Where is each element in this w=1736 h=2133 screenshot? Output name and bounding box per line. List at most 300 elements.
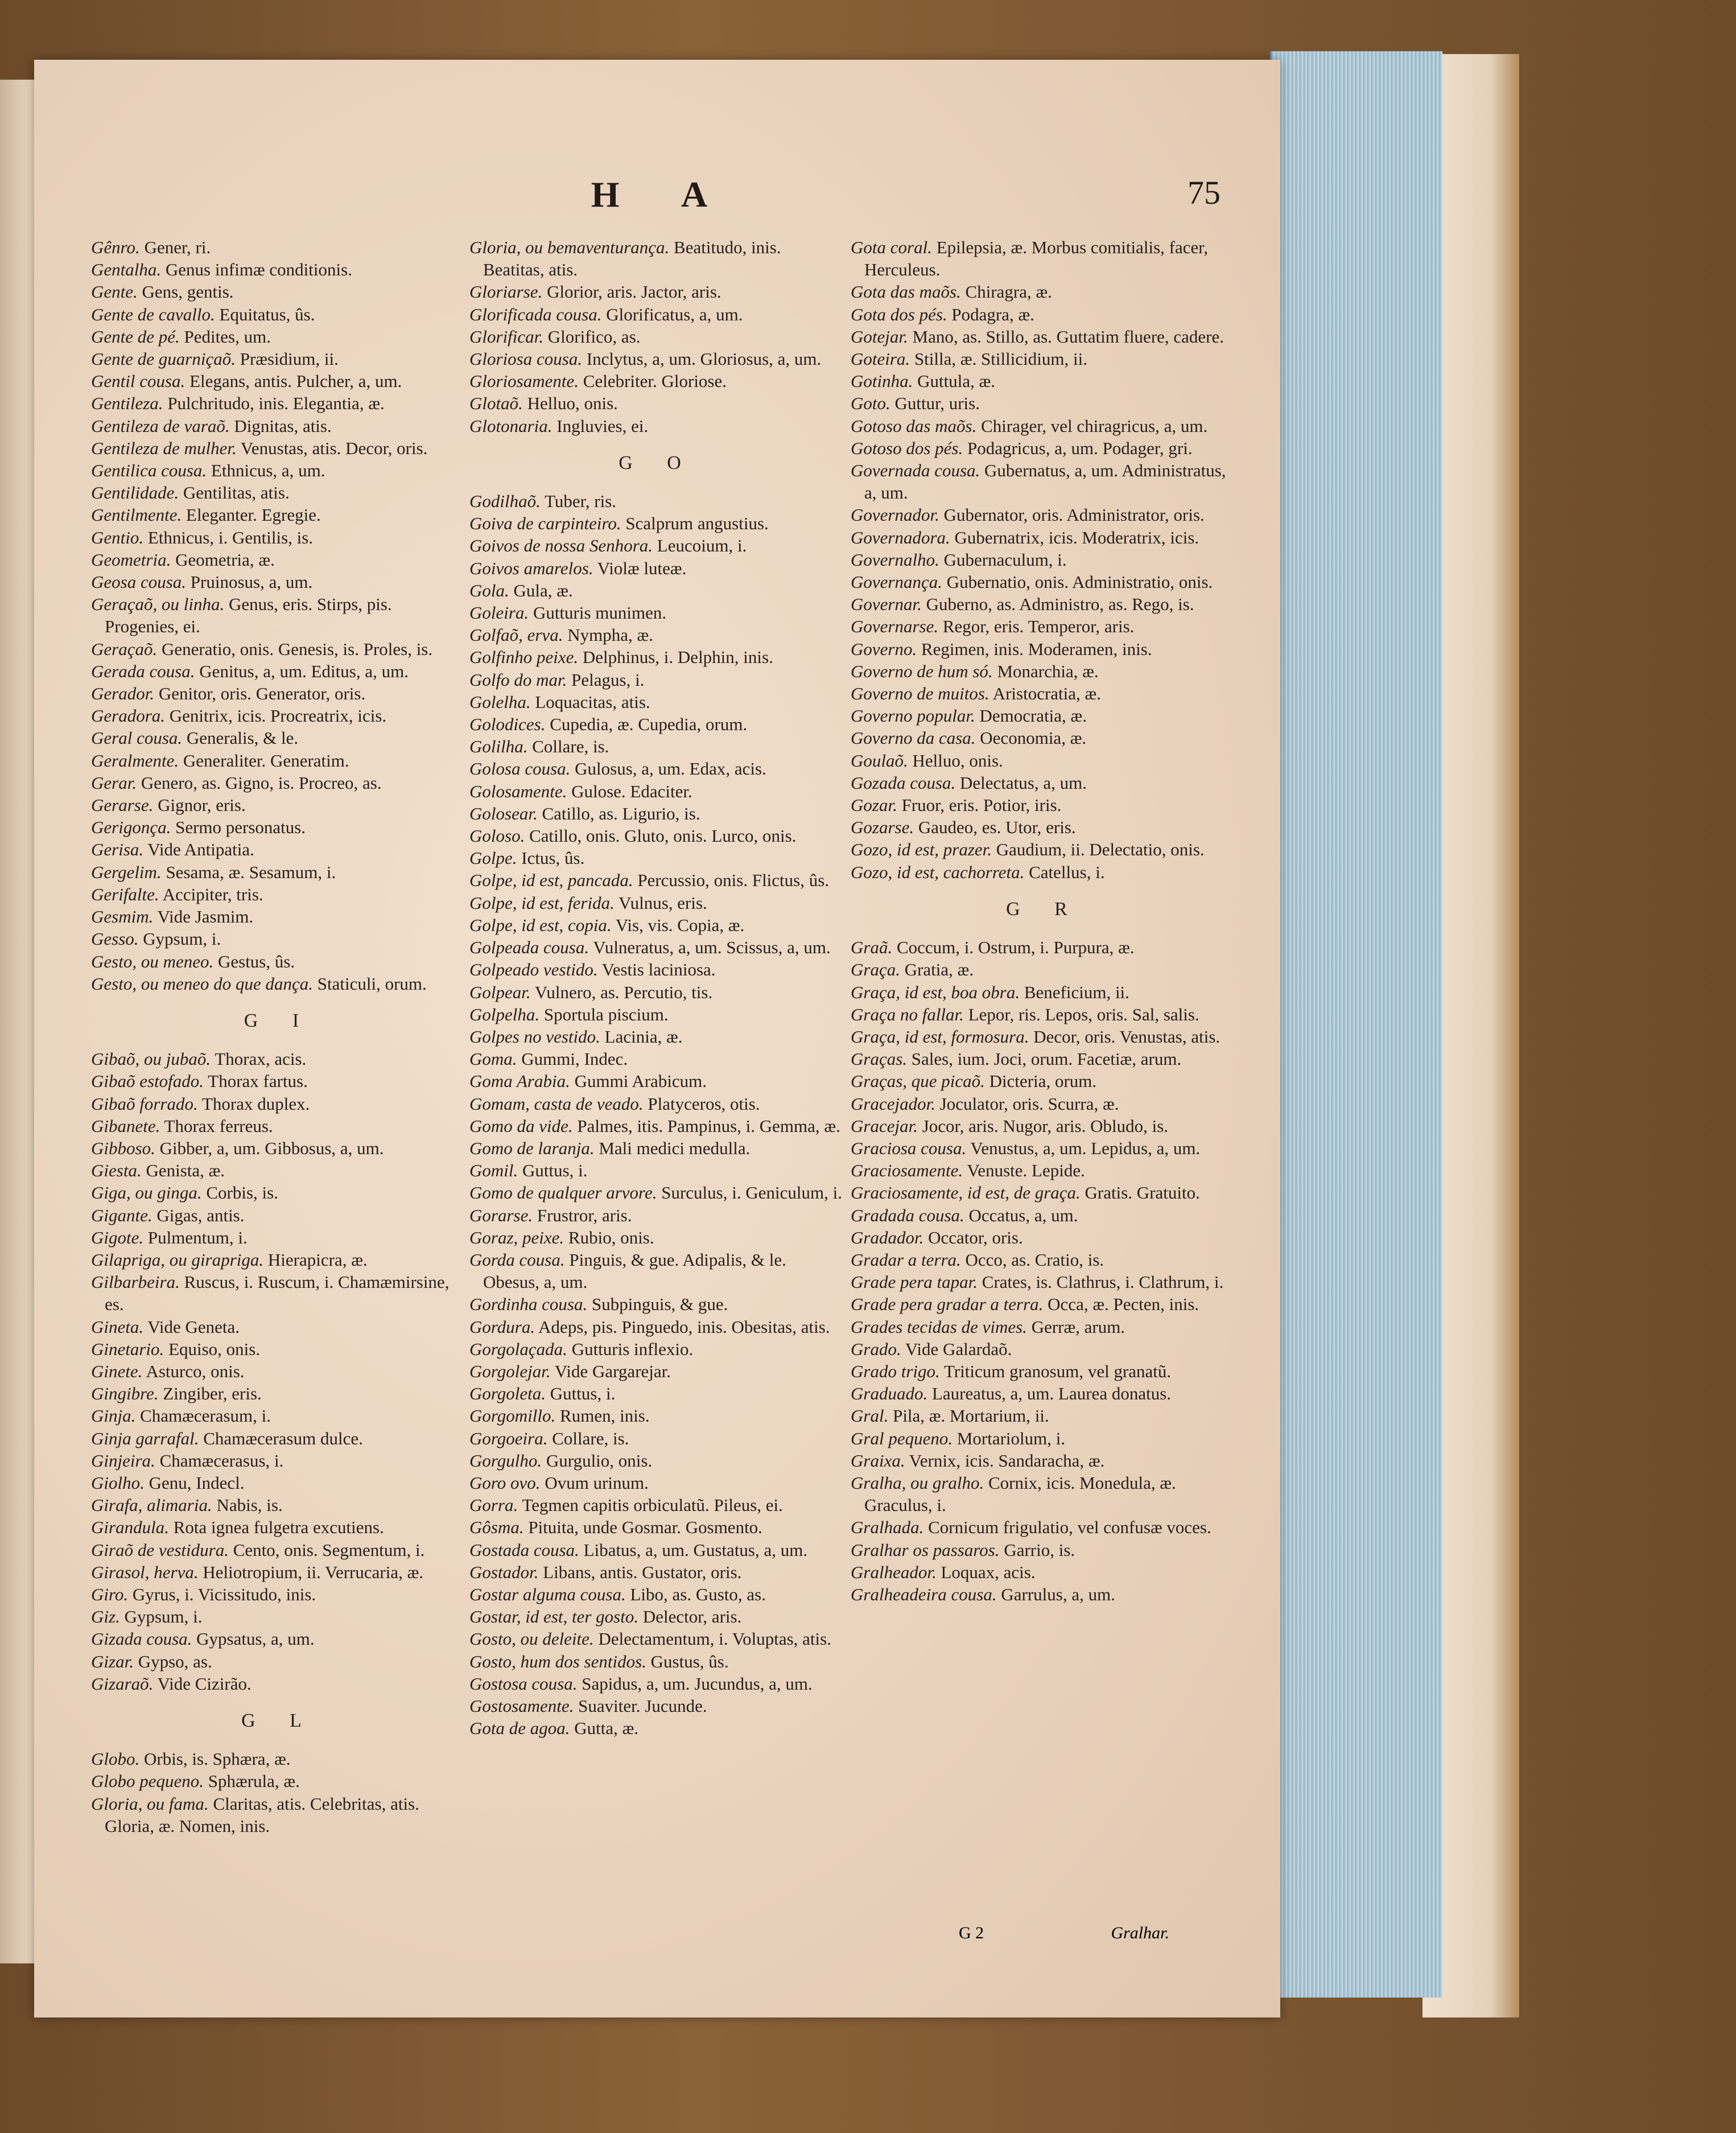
entry-definition: Sales, ium. Joci, orum. Facetiæ, arum. bbox=[911, 1049, 1182, 1069]
entry-definition: Occo, as. Cratio, is. bbox=[965, 1249, 1104, 1270]
entry-headword: Goteira. bbox=[851, 349, 910, 369]
entry-definition: Libatus, a, um. Gustatus, a, um. bbox=[583, 1539, 808, 1560]
entry-definition: Elegans, antis. Pulcher, a, um. bbox=[189, 371, 402, 392]
dictionary-entry bbox=[91, 682, 467, 705]
entry-definition: Delector, aris. bbox=[642, 1607, 742, 1627]
entry-definition: Venuste. Lepide. bbox=[967, 1160, 1085, 1181]
entry-definition: Nabis, is. bbox=[216, 1495, 283, 1516]
dictionary-entry bbox=[91, 236, 467, 258]
dictionary-entry bbox=[469, 1137, 845, 1159]
dictionary-entry bbox=[469, 281, 845, 303]
dictionary-entry bbox=[469, 490, 845, 512]
dictionary-entry bbox=[469, 1115, 845, 1137]
entry-definition: Guttus, i. bbox=[522, 1160, 588, 1181]
entry-definition: Asturco, onis. bbox=[146, 1361, 245, 1381]
entry-headword: Golpelha. bbox=[469, 1004, 540, 1024]
entry-headword: Gorarse. bbox=[469, 1205, 533, 1225]
entry-definition: Pinguis, & gue. Adipalis, & le. Obesus, a, um. bbox=[483, 1249, 786, 1292]
entry-definition: Guberno, as. Administro, as. Rego, is. bbox=[926, 594, 1194, 615]
dictionary-entry bbox=[469, 1717, 845, 1739]
entry-headword: Geraçaõ. bbox=[91, 639, 158, 659]
entry-definition: Claritas, atis. Celebritas, atis. Gloria, æ. Nomen, inis. bbox=[105, 1793, 419, 1836]
entry-definition: Helluo, onis. bbox=[912, 750, 1003, 771]
entry-definition: Vulnero, as. Percutio, tis. bbox=[534, 982, 713, 1002]
dictionary-entry bbox=[91, 750, 467, 772]
entry-definition: Gener, ri. bbox=[144, 237, 211, 257]
entry-definition: Staticuli, orum. bbox=[317, 973, 427, 994]
dictionary-entry bbox=[851, 459, 1238, 504]
entry-definition: Vide Jasmim. bbox=[157, 907, 254, 927]
dictionary-entry bbox=[469, 1026, 845, 1048]
entry-headword: Giolho. bbox=[91, 1472, 145, 1493]
dictionary-entry bbox=[469, 869, 845, 891]
entry-definition: Genero, as. Gigno, is. Procreo, as. bbox=[141, 772, 382, 793]
entry-headword: Gloriosa cousa. bbox=[469, 349, 583, 369]
entry-headword: Gerisa. bbox=[91, 839, 144, 860]
entry-definition: Ethnicus, a, um. bbox=[211, 460, 325, 481]
entry-definition: Gratia, æ. bbox=[904, 960, 974, 980]
entry-headword: Gordinha cousa. bbox=[469, 1294, 588, 1315]
entry-headword: Goma Arabia. bbox=[469, 1071, 570, 1092]
dictionary-entry bbox=[851, 1137, 1238, 1159]
entry-headword: Gralheadeira cousa. bbox=[851, 1584, 997, 1604]
entry-headword: Gota coral. bbox=[851, 237, 932, 257]
column-middle bbox=[469, 236, 845, 1739]
entry-headword: Gota dos pés. bbox=[851, 304, 947, 324]
entry-definition: Vernix, icis. Sandaracha, æ. bbox=[909, 1450, 1105, 1471]
dictionary-entry bbox=[91, 593, 467, 637]
section-heading: G R bbox=[1006, 898, 1082, 920]
dictionary-entry bbox=[469, 348, 845, 370]
dictionary-entry bbox=[91, 1450, 467, 1472]
dictionary-entry bbox=[91, 1561, 467, 1583]
entry-headword: Grado. bbox=[851, 1339, 901, 1359]
entry-headword: Gota das maõs. bbox=[851, 282, 961, 302]
dictionary-entry bbox=[91, 1226, 467, 1249]
dictionary-entry bbox=[851, 794, 1238, 816]
entry-headword: Gorgolejar. bbox=[469, 1361, 551, 1381]
entry-definition: Heliotropium, ii. Verrucaria, æ. bbox=[203, 1562, 424, 1582]
entry-definition: Catillo, as. Ligurio, is. bbox=[542, 803, 700, 823]
entry-headword: Gloriarse. bbox=[469, 282, 543, 302]
running-head: H A bbox=[591, 174, 735, 215]
entry-headword: Golfinho peixe. bbox=[469, 647, 579, 668]
dictionary-entry bbox=[469, 802, 845, 825]
entry-definition: Gratis. Gratuito. bbox=[1085, 1183, 1200, 1203]
dictionary-entry bbox=[851, 1249, 1238, 1271]
entry-headword: Gorra. bbox=[469, 1495, 518, 1516]
entry-definition: Chamæcerasum dulce. bbox=[203, 1428, 363, 1448]
entry-headword: Gentilmente. bbox=[91, 505, 182, 525]
dictionary-entry bbox=[851, 281, 1238, 303]
dictionary-entry bbox=[469, 1048, 845, 1070]
entry-headword: Gizar. bbox=[91, 1651, 134, 1671]
dictionary-entry bbox=[469, 1093, 845, 1115]
dictionary-entry bbox=[851, 660, 1238, 682]
entry-definition: Gibber, a, um. Gibbosus, a, um. bbox=[159, 1138, 384, 1158]
dictionary-entry bbox=[91, 1539, 467, 1561]
entry-definition: Loquacitas, atis. bbox=[535, 691, 650, 712]
entry-headword: Golfo do mar. bbox=[469, 669, 567, 690]
entry-definition: Suaviter. Jucunde. bbox=[578, 1696, 707, 1716]
dictionary-entry bbox=[91, 1271, 467, 1315]
entry-headword: Graça no fallar. bbox=[851, 1004, 964, 1024]
entry-definition: Monarchia, æ. bbox=[997, 661, 1099, 681]
dictionary-entry bbox=[469, 370, 845, 392]
entry-definition: Platyceros, otis. bbox=[648, 1093, 760, 1114]
entry-definition: Laureatus, a, um. Laurea donatus. bbox=[931, 1383, 1172, 1404]
entry-headword: Gostosamente. bbox=[469, 1696, 574, 1716]
entry-definition: Corbis, is. bbox=[206, 1183, 278, 1203]
dictionary-entry bbox=[851, 236, 1238, 281]
entry-headword: Gotoso das maõs. bbox=[851, 415, 977, 436]
dictionary-entry bbox=[91, 437, 467, 459]
dictionary-entry bbox=[91, 571, 467, 593]
dictionary-entry bbox=[851, 593, 1238, 615]
dictionary-entry bbox=[91, 459, 467, 481]
entry-headword: Gola. bbox=[469, 580, 509, 600]
dictionary-entry bbox=[851, 1316, 1238, 1338]
entry-headword: Gorda cousa. bbox=[469, 1249, 565, 1270]
entry-headword: Goloso. bbox=[469, 826, 525, 846]
entry-headword: Goiva de carpinteiro. bbox=[469, 513, 621, 534]
dictionary-entry bbox=[851, 1382, 1238, 1405]
entry-headword: Gostar, id est, ter gosto. bbox=[469, 1607, 639, 1627]
dictionary-entry bbox=[91, 1382, 467, 1405]
entry-definition: Gulosus, a, um. Edax, acis. bbox=[575, 759, 766, 779]
entry-definition: Genista, æ. bbox=[146, 1160, 225, 1181]
entry-definition: Pelagus, i. bbox=[571, 669, 645, 690]
entry-definition: Percussio, onis. Flictus, ûs. bbox=[637, 870, 830, 891]
dictionary-entry bbox=[469, 1561, 845, 1583]
dictionary-entry bbox=[469, 847, 845, 869]
entry-definition: Glorior, aris. Jactor, aris. bbox=[547, 282, 721, 302]
entry-headword: Golpe, id est, ferida. bbox=[469, 892, 615, 913]
page-number: 75 bbox=[1187, 174, 1220, 211]
entry-definition: Oeconomia, æ. bbox=[980, 728, 1087, 748]
entry-definition: Lacinia, æ. bbox=[604, 1026, 683, 1047]
dictionary-entry bbox=[851, 772, 1238, 794]
dictionary-entry bbox=[91, 905, 467, 928]
dictionary-entry bbox=[851, 526, 1238, 549]
dictionary-entry bbox=[469, 1181, 845, 1204]
entry-definition: Mano, as. Stillo, as. Guttatim fluere, cadere. bbox=[912, 326, 1224, 347]
entry-headword: Gentileza de mulher. bbox=[91, 438, 237, 458]
entry-headword: Ginja. bbox=[91, 1406, 136, 1426]
entry-headword: Geralmente. bbox=[91, 750, 179, 771]
entry-definition: Thorax ferreus. bbox=[164, 1115, 273, 1136]
dictionary-entry bbox=[91, 1583, 467, 1605]
dictionary-entry bbox=[469, 735, 845, 757]
entry-headword: Graças. bbox=[851, 1049, 908, 1069]
dictionary-entry bbox=[469, 914, 845, 936]
entry-definition: Aristocratia, æ. bbox=[992, 683, 1101, 704]
section-heading: G O bbox=[618, 452, 696, 473]
dictionary-entry bbox=[91, 1427, 467, 1450]
entry-definition: Mali medici medulla. bbox=[599, 1138, 751, 1158]
dictionary-entry bbox=[469, 1605, 845, 1628]
dictionary-entry bbox=[851, 615, 1238, 637]
entry-headword: Glorificar. bbox=[469, 326, 544, 347]
entry-definition: Venustus, a, um. Lepidus, a, um. bbox=[970, 1138, 1201, 1158]
entry-definition: Generatio, onis. Genesis, is. Proles, is. bbox=[161, 639, 433, 659]
entry-headword: Gralhada. bbox=[851, 1517, 924, 1538]
entry-headword: Governada cousa. bbox=[851, 460, 980, 481]
entry-definition: Guttus, i. bbox=[550, 1383, 616, 1404]
dictionary-entry bbox=[91, 1673, 467, 1695]
entry-headword: Governar. bbox=[851, 594, 922, 615]
entry-headword: Glotonaria. bbox=[469, 415, 552, 436]
entry-headword: Grade pera tapar. bbox=[851, 1272, 978, 1292]
entry-definition: Inclytus, a, um. Gloriosus, a, um. bbox=[586, 349, 822, 369]
entry-definition: Ictus, ûs. bbox=[521, 848, 585, 868]
entry-headword: Graixa. bbox=[851, 1450, 905, 1471]
entry-headword: Gigote. bbox=[91, 1227, 144, 1247]
dictionary-entry bbox=[469, 691, 845, 713]
entry-headword: Gordura. bbox=[469, 1316, 535, 1337]
entry-definition: Catellus, i. bbox=[1029, 862, 1105, 882]
dictionary-entry bbox=[851, 437, 1238, 459]
entry-headword: Godilhaõ. bbox=[469, 491, 541, 512]
entry-headword: Goivos de nossa Senhora. bbox=[469, 536, 653, 556]
entry-definition: Gutturis inflexio. bbox=[571, 1339, 694, 1359]
entry-definition: Vide Galardaõ. bbox=[905, 1339, 1012, 1359]
entry-definition: Jocor, aris. Nugor, aris. Obludo, is. bbox=[922, 1115, 1169, 1136]
entry-headword: Gingibre. bbox=[91, 1383, 159, 1404]
dictionary-entry bbox=[469, 1494, 845, 1516]
entry-definition: Gustus, ûs. bbox=[650, 1651, 729, 1671]
dictionary-entry bbox=[851, 682, 1238, 705]
dictionary-entry bbox=[469, 1070, 845, 1092]
entry-definition: Ingluvies, ei. bbox=[556, 415, 649, 436]
entry-definition: Chiragra, æ. bbox=[965, 282, 1052, 302]
entry-headword: Gibaõ, ou jubaõ. bbox=[91, 1049, 211, 1069]
entry-definition: Cupedia, æ. Cupedia, orum. bbox=[550, 714, 748, 735]
dictionary-entry bbox=[91, 415, 467, 437]
entry-definition: Guttula, æ. bbox=[917, 371, 996, 392]
entry-headword: Gorgolaçada. bbox=[469, 1339, 567, 1359]
entry-definition: Dicteria, orum. bbox=[989, 1071, 1097, 1092]
dictionary-entry bbox=[851, 1561, 1238, 1583]
entry-definition: Accipiter, tris. bbox=[162, 884, 263, 904]
entry-headword: Gradar a terra. bbox=[851, 1249, 961, 1270]
entry-headword: Giraõ de vestidura. bbox=[91, 1539, 229, 1560]
dictionary-entry bbox=[851, 1360, 1238, 1382]
dictionary-entry bbox=[851, 958, 1238, 981]
dictionary-entry bbox=[851, 1338, 1238, 1360]
entry-headword: Governo. bbox=[851, 639, 917, 659]
dictionary-entry bbox=[91, 1360, 467, 1382]
dictionary-entry bbox=[469, 1695, 845, 1717]
entry-definition: Dignitas, atis. bbox=[234, 415, 332, 436]
entry-headword: Goulaõ. bbox=[851, 750, 908, 771]
entry-headword: Gradador. bbox=[851, 1227, 924, 1247]
entry-definition: Gerræ, arum. bbox=[1031, 1316, 1125, 1337]
entry-definition: Genu, Indecl. bbox=[149, 1472, 245, 1493]
entry-headword: Graduado. bbox=[851, 1383, 928, 1404]
entry-headword: Gizaraõ. bbox=[91, 1673, 154, 1694]
dictionary-entry bbox=[91, 1181, 467, 1204]
entry-definition: Thorax fartus. bbox=[208, 1071, 308, 1092]
entry-definition: Thorax duplex. bbox=[201, 1093, 310, 1114]
dictionary-entry bbox=[851, 936, 1238, 958]
entry-headword: Gozo, id est, prazer. bbox=[851, 839, 992, 860]
dictionary-entry bbox=[91, 1605, 467, 1628]
dictionary-entry bbox=[851, 1405, 1238, 1427]
entry-definition: Gyrus, i. Vicissitudo, inis. bbox=[132, 1584, 316, 1604]
entry-definition: Glorifico, as. bbox=[547, 326, 641, 347]
dictionary-entry bbox=[851, 1003, 1238, 1026]
entry-definition: Gutturis munimen. bbox=[533, 603, 667, 623]
dictionary-entry bbox=[851, 638, 1238, 660]
entry-definition: Catillo, onis. Gluto, onis. Lurco, onis. bbox=[529, 826, 797, 846]
dictionary-entry bbox=[469, 557, 845, 579]
dictionary-entry bbox=[851, 838, 1238, 860]
dictionary-entry bbox=[91, 1793, 467, 1837]
entry-headword: Gizada cousa. bbox=[91, 1629, 192, 1649]
entry-headword: Gentileza. bbox=[91, 393, 163, 414]
entry-definition: Collare, is. bbox=[532, 736, 609, 757]
entry-headword: Gozarse. bbox=[851, 817, 914, 838]
entry-definition: Cento, onis. Segmentum, i. bbox=[233, 1539, 425, 1560]
dictionary-entry bbox=[91, 1048, 467, 1070]
dictionary-entry bbox=[851, 861, 1238, 883]
entry-headword: Gral pequeno. bbox=[851, 1428, 953, 1448]
entry-definition: Vide Cizirão. bbox=[157, 1673, 251, 1694]
entry-headword: Gentilidade. bbox=[91, 483, 179, 503]
entry-headword: Gibboso. bbox=[91, 1138, 155, 1158]
entry-headword: Gostar alguma cousa. bbox=[469, 1584, 626, 1604]
entry-headword: Gotinha. bbox=[851, 371, 913, 392]
entry-headword: Giz. bbox=[91, 1607, 120, 1627]
dictionary-entry bbox=[469, 1382, 845, 1405]
dictionary-entry bbox=[851, 392, 1238, 414]
entry-headword: Governador. bbox=[851, 505, 939, 525]
entry-definition: Violæ luteæ. bbox=[597, 558, 687, 578]
entry-headword: Gôsma. bbox=[469, 1517, 524, 1538]
entry-definition: Gubernatus, a, um. Administratus, a, um. bbox=[864, 460, 1226, 503]
dictionary-entry bbox=[851, 1450, 1238, 1472]
dictionary-entry bbox=[469, 392, 845, 414]
entry-definition: Glorificatus, a, um. bbox=[606, 304, 743, 324]
dictionary-entry bbox=[91, 660, 467, 682]
entry-headword: Golosamente. bbox=[469, 781, 567, 801]
dictionary-entry bbox=[469, 646, 845, 668]
page-block-edges bbox=[1270, 51, 1442, 1998]
entry-headword: Gralheador. bbox=[851, 1562, 937, 1582]
entry-definition: Coccum, i. Ostrum, i. Purpura, æ. bbox=[896, 937, 1135, 958]
dictionary-entry bbox=[91, 1204, 467, 1226]
entry-definition: Gigas, antis. bbox=[156, 1205, 245, 1225]
entry-headword: Gracejar. bbox=[851, 1115, 918, 1136]
entry-definition: Collare, is. bbox=[552, 1428, 629, 1448]
entry-headword: Gerarse. bbox=[91, 795, 154, 816]
dictionary-entry bbox=[469, 1673, 845, 1695]
entry-definition: Delectamentum, i. Voluptas, atis. bbox=[598, 1629, 831, 1649]
dictionary-entry bbox=[91, 392, 467, 414]
entry-definition: Gens, gentis. bbox=[142, 282, 234, 302]
entry-definition: Generalis, & le. bbox=[186, 728, 299, 748]
dictionary-entry bbox=[851, 1516, 1238, 1538]
dictionary-entry bbox=[91, 549, 467, 571]
entry-definition: Chirager, vel chiragricus, a, um. bbox=[981, 415, 1208, 436]
dictionary-entry bbox=[91, 861, 467, 883]
entry-headword: Gergelim. bbox=[91, 862, 162, 882]
entry-definition: Vide Gargarejar. bbox=[554, 1361, 671, 1381]
column-right bbox=[851, 236, 1238, 1605]
entry-definition: Lepor, ris. Lepos, oris. Sal, salis. bbox=[968, 1004, 1199, 1024]
dictionary-entry bbox=[469, 1405, 845, 1427]
entry-definition: Gurgulio, onis. bbox=[546, 1450, 653, 1471]
entry-headword: Gesto, ou meneo. bbox=[91, 951, 214, 971]
entry-headword: Ginjeira. bbox=[91, 1450, 155, 1471]
dictionary-entry bbox=[469, 1204, 845, 1226]
entry-headword: Governo popular. bbox=[851, 706, 975, 726]
page-text-area bbox=[91, 174, 1235, 2023]
dictionary-entry bbox=[469, 757, 845, 780]
entry-headword: Gostada cousa. bbox=[469, 1539, 579, 1560]
entry-headword: Graciosamente. bbox=[851, 1160, 963, 1181]
dictionary-entry bbox=[469, 669, 845, 691]
entry-definition: Decor, oris. Venustas, atis. bbox=[1033, 1026, 1220, 1047]
entry-headword: Gloriosamente. bbox=[469, 371, 579, 392]
dictionary-entry bbox=[91, 816, 467, 838]
entry-definition: Hierapicra, æ. bbox=[267, 1249, 368, 1270]
entry-headword: Goraz, peixe. bbox=[469, 1227, 564, 1247]
dictionary-entry bbox=[469, 1427, 845, 1450]
entry-headword: Ginete. bbox=[91, 1361, 143, 1381]
entry-headword: Governalho. bbox=[851, 549, 939, 570]
entry-headword: Governo de muitos. bbox=[851, 683, 989, 704]
dictionary-entry bbox=[91, 727, 467, 749]
section-heading: G I bbox=[244, 1010, 314, 1031]
dictionary-entry bbox=[851, 326, 1238, 348]
entry-headword: Globo. bbox=[91, 1749, 140, 1769]
page-footer bbox=[794, 1924, 1181, 1949]
entry-headword: Graciosamente, id est, de graça. bbox=[851, 1183, 1081, 1203]
dictionary-entry bbox=[469, 825, 845, 847]
dictionary-entry bbox=[851, 1181, 1238, 1204]
entry-headword: Gorgulho. bbox=[469, 1450, 542, 1471]
entry-headword: Gente de pé. bbox=[91, 326, 180, 347]
entry-headword: Golpeado vestido. bbox=[469, 960, 598, 980]
entry-definition: Thorax, acis. bbox=[215, 1049, 307, 1069]
entry-headword: Girandula. bbox=[91, 1517, 169, 1538]
entry-definition: Regimen, inis. Moderamen, inis. bbox=[921, 639, 1152, 659]
dictionary-entry bbox=[469, 303, 845, 326]
dictionary-entry bbox=[469, 624, 845, 646]
entry-headword: Graã. bbox=[851, 937, 893, 958]
dictionary-entry bbox=[91, 481, 467, 504]
dictionary-entry bbox=[469, 236, 845, 281]
entry-definition: Crates, is. Clathrus, i. Clathrum, i. bbox=[982, 1272, 1224, 1292]
entry-headword: Gotoso dos pés. bbox=[851, 438, 963, 458]
entry-headword: Gota de agoa. bbox=[469, 1718, 570, 1739]
entry-headword: Golelha. bbox=[469, 691, 531, 712]
dictionary-entry bbox=[91, 504, 467, 526]
dictionary-entry bbox=[91, 258, 467, 281]
entry-headword: Graça, id est, formosura. bbox=[851, 1026, 1029, 1047]
dictionary-entry bbox=[91, 1516, 467, 1538]
entry-definition: Surculus, i. Geniculum, i. bbox=[661, 1183, 842, 1203]
dictionary-entry bbox=[91, 1748, 467, 1770]
entry-headword: Golosear. bbox=[469, 803, 538, 823]
entry-headword: Gorgoeira. bbox=[469, 1428, 548, 1448]
entry-headword: Gesto, ou meneo do que dança. bbox=[91, 973, 313, 994]
dictionary-entry bbox=[851, 504, 1238, 526]
dictionary-entry bbox=[851, 1204, 1238, 1226]
dictionary-entry bbox=[91, 1338, 467, 1360]
